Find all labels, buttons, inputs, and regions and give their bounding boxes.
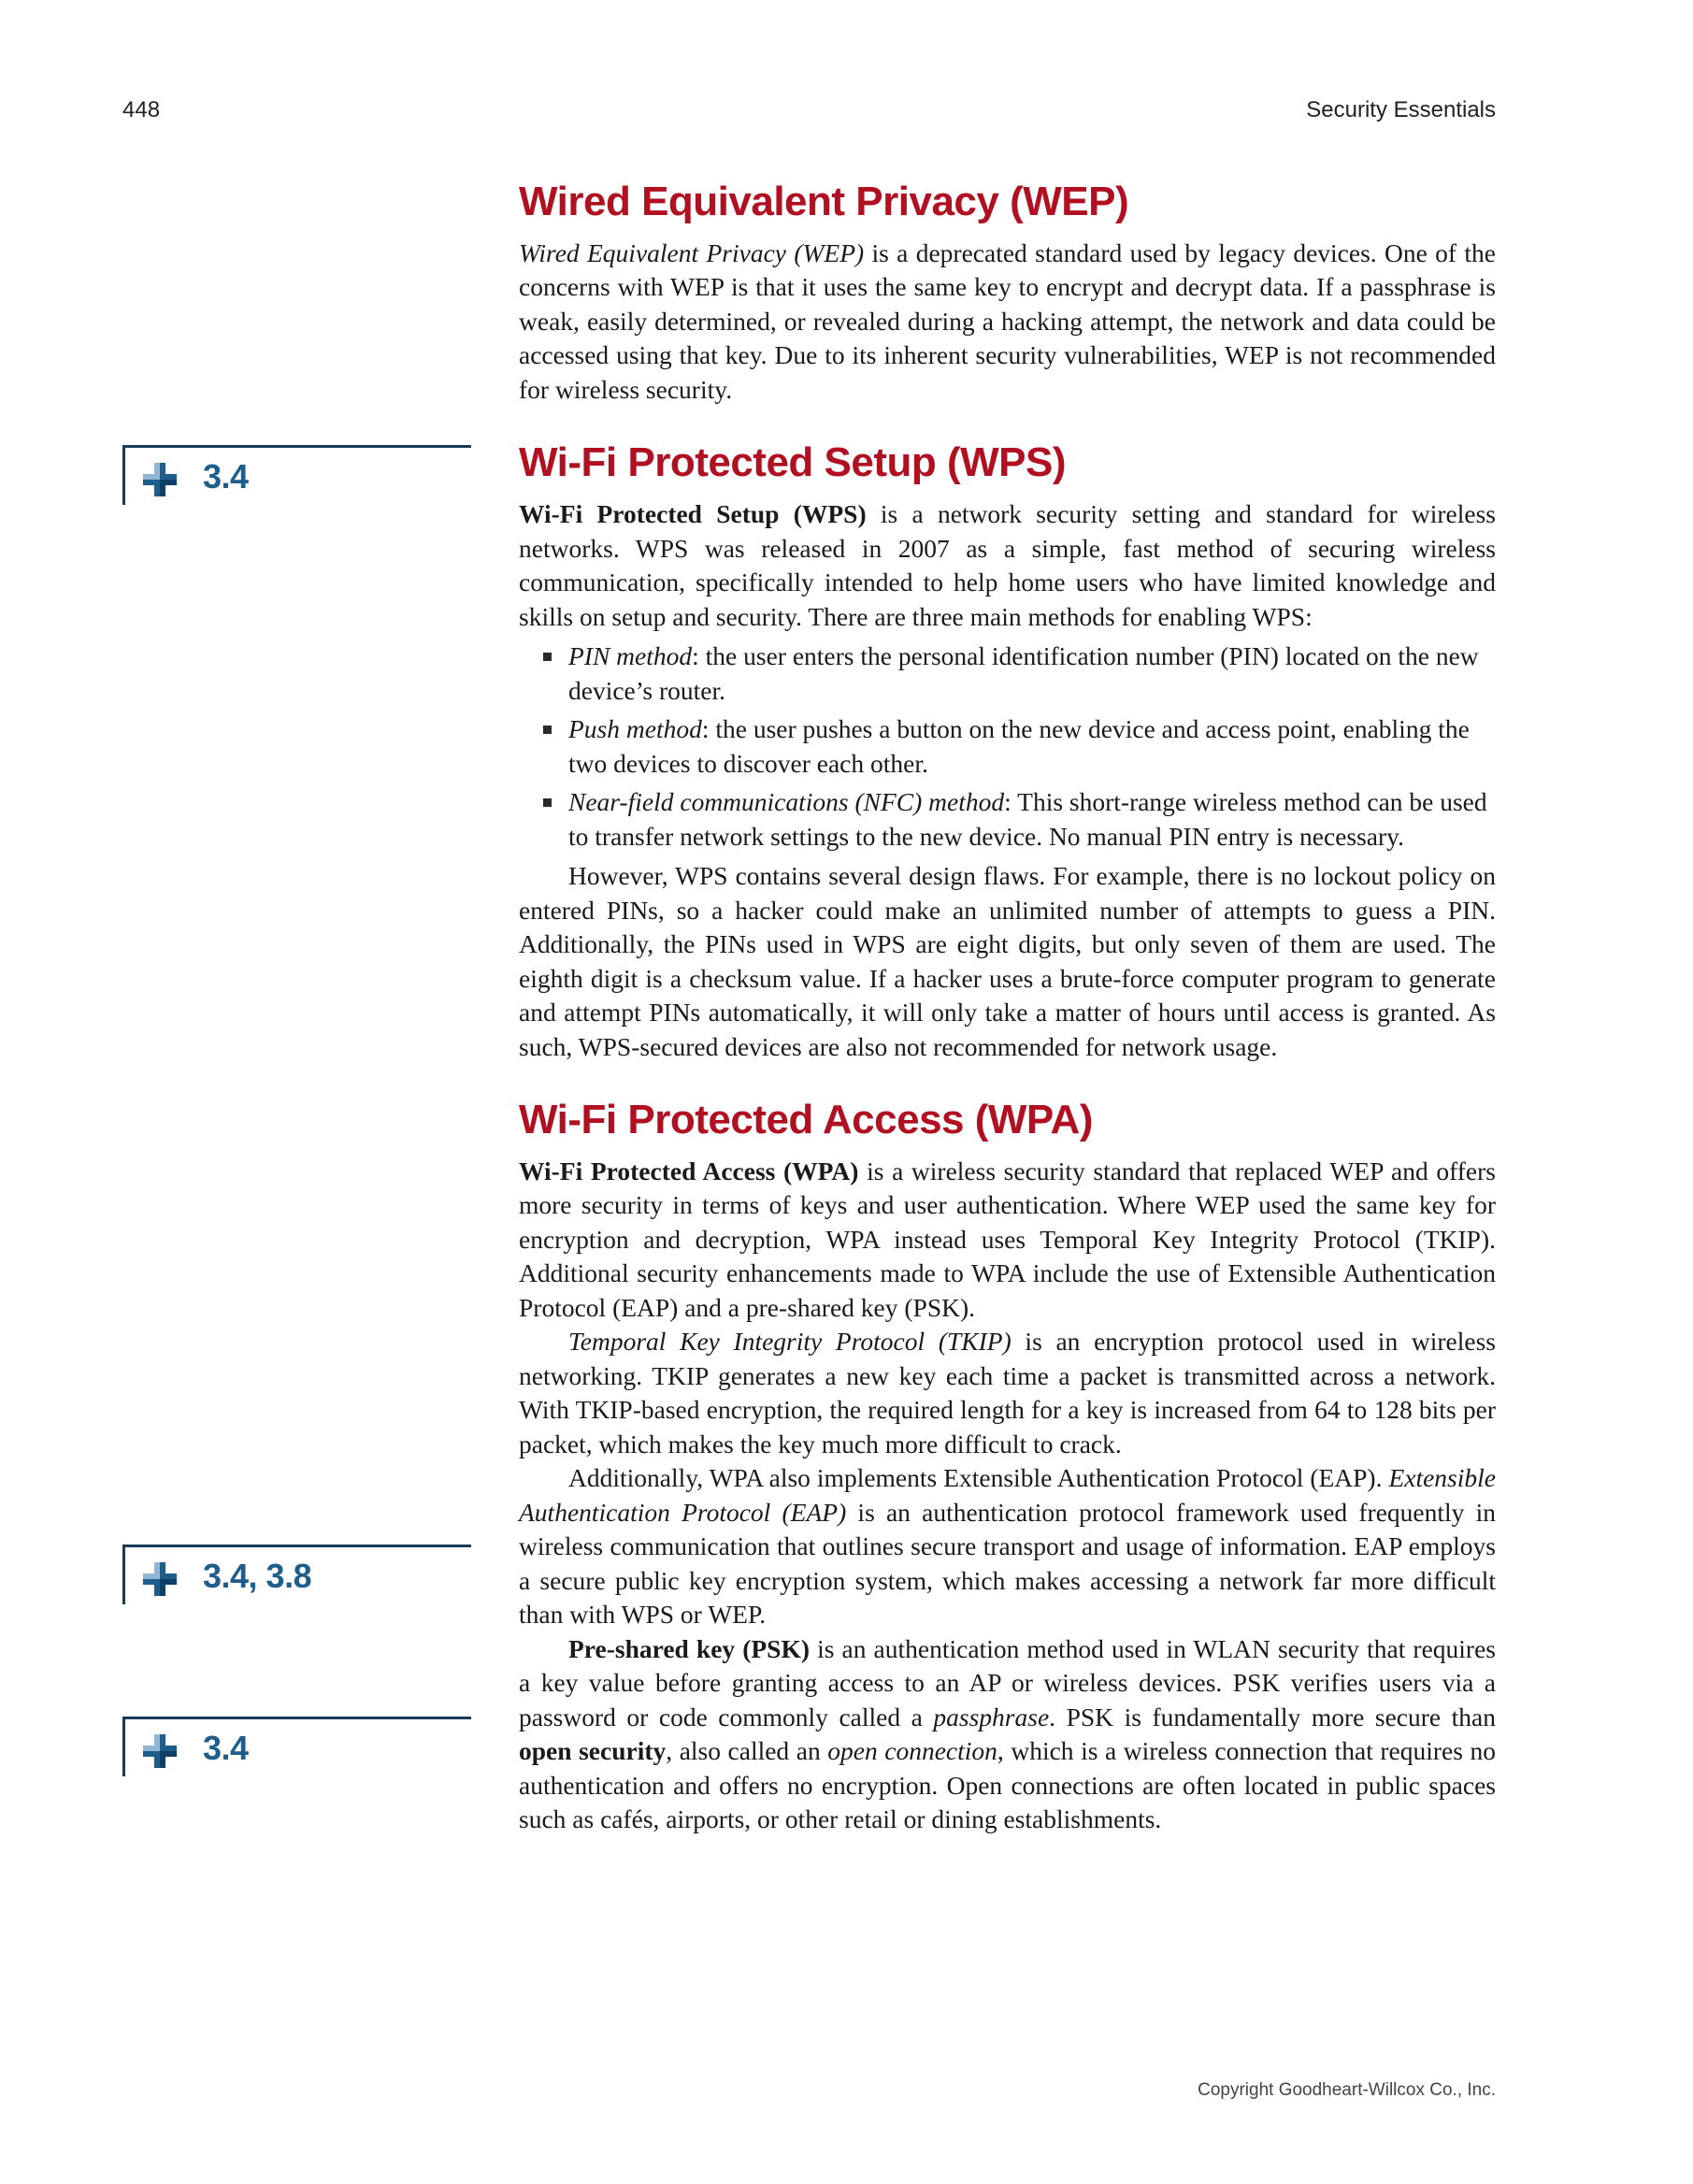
- section-heading: Wi-Fi Protected Setup (WPS): [519, 439, 1066, 486]
- plus-icon: [141, 1560, 179, 1598]
- margin-marker: [122, 1545, 471, 1604]
- list-item: [519, 712, 1496, 781]
- section-wep: [519, 178, 1496, 407]
- section-wps: [519, 438, 1496, 1064]
- term: Temporal Key Integrity Protocol (TKIP): [568, 1327, 1011, 1357]
- bullet-icon: [543, 653, 552, 661]
- text: , which is a wireless connection that requires no authentication and offers no encryption. Open connections are often located in public spaces such as cafés, airports, or other retail or dining establishments.: [519, 1736, 1496, 1834]
- section-heading: Wi-Fi Protected Access (WPA): [519, 1097, 1093, 1143]
- page-number: 448: [122, 97, 161, 122]
- text: is an authentication method used in WLAN security that requires a key value before granting access to an AP or wireless devices. PSK verifies users via a password or code commonly called a: [519, 1633, 1496, 1731]
- text: : the user enters the personal identification number (PIN) located on the new device’s router.: [568, 641, 1479, 705]
- text: : This short-range wireless method can be used to transfer network settings to the new device. No manual PIN entry is necessary.: [568, 787, 1487, 851]
- paragraph: [519, 1325, 1496, 1461]
- plus-icon: [141, 461, 179, 498]
- list-item: [519, 639, 1496, 708]
- section-heading: Wired Equivalent Privacy (WEP): [519, 179, 1129, 224]
- text: is a deprecated standard used by legacy devices. One of the concerns with WEP is that it uses the same key to encrypt and decrypt data. If a passphrase is weak, easily determined, or revealed during a hacking attempt, the network and data could be accessed using that key. Due to its inherent security vulnerabilities, WEP is not recommended for wireless security.: [519, 237, 1496, 404]
- text: Additionally, WPA also implements Extensible Authentication Protocol (EAP).: [568, 1463, 1389, 1493]
- text: is an encryption protocol used in wireless networking. TKIP generates a new key each time a packet is transmitted across a network. With TKIP-based encryption, the required length for a key is increased from 64 to 128 bits per packet, which makes the key much more difficult to crack.: [519, 1327, 1496, 1458]
- paragraph: [519, 497, 1496, 634]
- running-header: Security Essentials: [1306, 97, 1496, 122]
- marker-label: 3.4, 3.8: [203, 1557, 312, 1595]
- main-content: [519, 178, 1496, 1869]
- term: Wi-Fi Protected Setup (WPS): [519, 499, 867, 529]
- term: passphrase: [933, 1702, 1050, 1731]
- term: Extensible Authentication Protocol (EAP): [519, 1463, 1496, 1527]
- paragraph: [519, 1632, 1496, 1837]
- term: PIN method: [568, 641, 693, 671]
- bullet-icon: [543, 798, 552, 807]
- term: open security: [519, 1736, 667, 1766]
- paragraph: However, WPS contains several design flaws. For example, there is no lockout policy on entered PINs, so a hacker could make an unlimited number of attempts to guess a PIN. Additionally, the PINs used in WPS are eight digits, but only seven of them are used. The eighth digit is a checksum value. If a hacker uses a brute-force computer program to generate and attempt PINs automatically, it will only take a matter of hours until access is granted. As such, WPS-secured devices are also not recommended for network usage.: [519, 861, 1496, 1061]
- paragraph: [519, 237, 1496, 408]
- text: is a network security setting and standard for wireless networks. WPS was released in 2007 as a simple, fast method of securing wireless communication, specifically intended to help home users who have limited knowledge and skills on setup and security. There are three main methods for enabling WPS:: [519, 499, 1496, 631]
- term: Wired Equivalent Privacy (WEP): [519, 237, 865, 267]
- plus-icon: [141, 1732, 179, 1770]
- section-wpa: [519, 1096, 1496, 1837]
- text: . PSK is fundamentally more secure than: [1049, 1702, 1496, 1731]
- term: Push method: [568, 714, 702, 744]
- paragraph: [519, 1461, 1496, 1632]
- term: Near-field communications (NFC) method: [568, 787, 1005, 817]
- marker-label: 3.4: [203, 457, 249, 496]
- marker-label: 3.4: [203, 1729, 249, 1767]
- paragraph: [519, 1155, 1496, 1326]
- copyright-footer: Copyright Goodheart-Willcox Co., Inc.: [1198, 2080, 1496, 2100]
- text: is an authentication protocol framework used frequently in wireless communication that outlines secure transport and usage of information. EAP employs a secure public key encryption system, which makes accessing a network far more difficult than with WPS or WEP.: [519, 1497, 1496, 1630]
- list-item: [519, 785, 1496, 854]
- text: , also called an: [666, 1736, 828, 1766]
- term: Wi-Fi Protected Access (WPA): [519, 1156, 859, 1185]
- bullet-list: [519, 639, 1496, 854]
- term: Pre-shared key (PSK): [568, 1633, 811, 1663]
- text: is a wireless security standard that replaced WEP and offers more security in terms of keys and user authentication. Where WEP used the same key for encryption and decryption, WPA instead uses Temporal Key Integrity Protocol (TKIP). Additional security enhancements made to WPA include the use of Extensible Authentication Protocol (EAP) and a pre-shared key (PSK).: [519, 1156, 1496, 1322]
- term: open connection: [827, 1736, 997, 1766]
- bullet-icon: [543, 726, 552, 734]
- text: : the user pushes a button on the new device and access point, enabling the two devices to discover each other.: [568, 714, 1470, 778]
- margin-marker: [122, 445, 471, 505]
- margin-marker: [122, 1717, 471, 1776]
